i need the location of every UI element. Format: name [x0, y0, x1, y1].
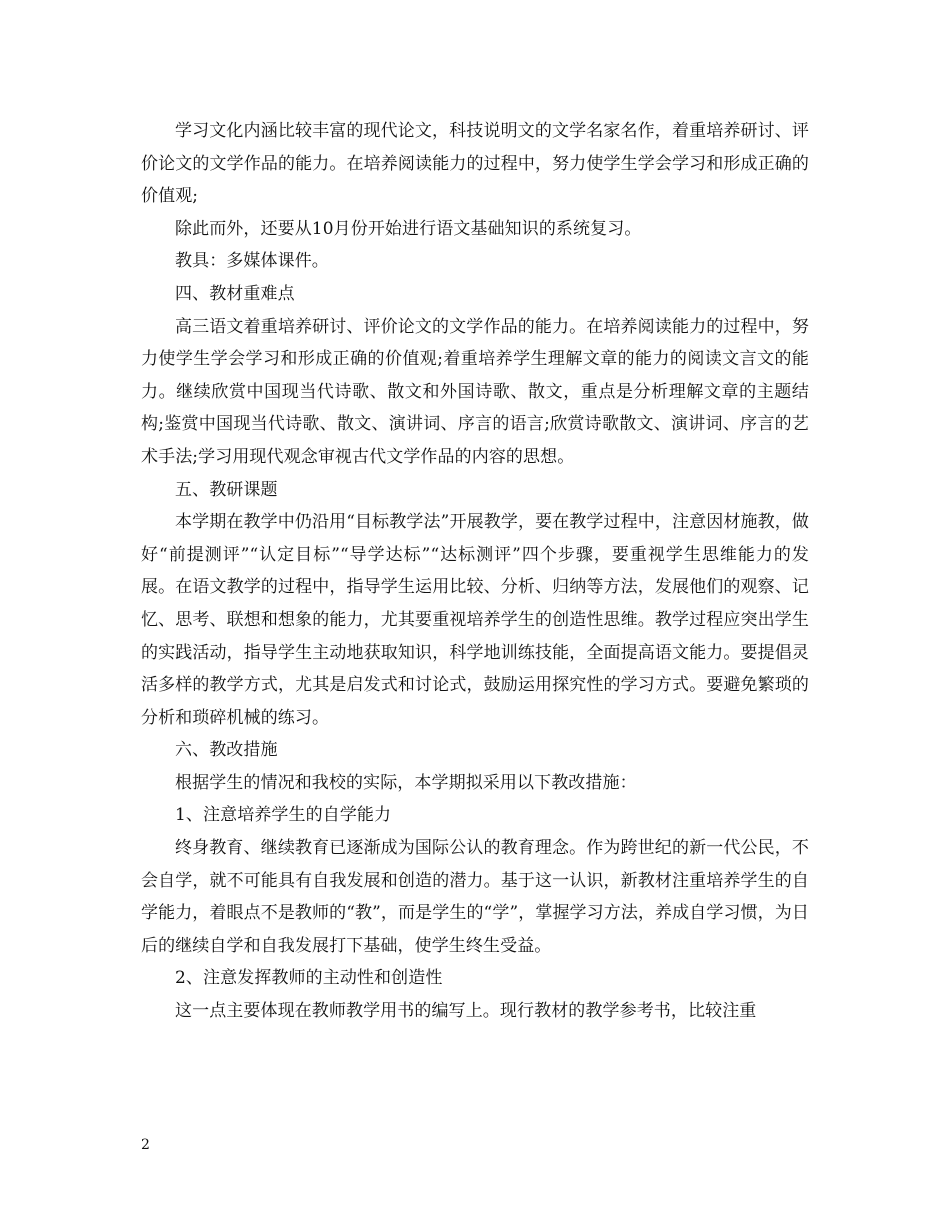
body-paragraph: 除此而外，还要从10月份开始进行语文基础知识的系统复习。	[175, 218, 642, 239]
section-heading: 五、教研课题	[175, 479, 278, 500]
body-paragraph: 学习文化内涵比较丰富的现代论文，科技说明文的文学名家名作，着重培养研讨、评价论文的文学作品的能力。在培养阅读能力的过程中，努力使学生学会学习和形成正确的价值观;	[141, 121, 809, 207]
body-paragraph: 根据学生的情况和我校的实际，本学期拟采用以下教改措施：	[175, 772, 637, 793]
body-paragraph: 这一点主要体现在教师教学用书的编写上。现行教材的教学参考书，比较注重	[175, 1001, 757, 1022]
body-paragraph: 教具：多媒体课件。	[175, 251, 329, 272]
body-paragraph: 高三语文着重培养研讨、评价论文的文学作品的能力。在培养阅读能力的过程中，努力使学生学会学习和形成正确的价值观;着重培养学生理解文章的能力的阅读文言文的能力。继续欣赏中国现当代诗歌、散文和外国诗歌、散文，重点是分析理解文章的主题结构;鉴赏中国现当代诗歌、散文、演讲词、序言的语言;欣赏诗歌散文、演讲词、序言的艺术手法;学习用现代观念审视古代文学作品的内容的思想。	[141, 316, 809, 467]
subsection-heading: 2、注意发挥教师的主动性和创造性	[175, 968, 443, 989]
page-number: 2	[141, 1137, 150, 1153]
section-heading: 六、教改措施	[175, 740, 278, 761]
body-paragraph: 终身教育、继续教育已逐渐成为国际公认的教育理念。作为跨世纪的新一代公民，不会自学，就不可能具有自我发展和创造的潜力。基于这一认识，新教材注重培养学生的自学能力，着眼点不是教师的“教”，而是学生的“学”，掌握学习方法，养成自学习惯，为日后的继续自学和自我发展打下基础，使学生终生受益。	[141, 838, 809, 956]
body-paragraph: 本学期在教学中仍沿用“目标教学法”开展教学，要在教学过程中，注意因材施教，做好“前提测评”“认定目标”“导学达标”“达标测评”四个步骤，要重视学生思维能力的发展。在语文教学的过程中，指导学生运用比较、分析、归纳等方法，发展他们的观察、记忆、思考、联想和想象的能力，尤其要重视培养学生的创造性思维。教学过程应突出学生的实践活动，指导学生主动地获取知识，科学地训练技能，全面提高语文能力。要提倡灵活多样的教学方式，尤其是启发式和讨论式，鼓励运用探究性的学习方式。要避免繁琐的分析和琐碎机械的练习。	[141, 512, 809, 728]
document-body	[141, 115, 809, 1028]
subsection-heading: 1、注意培养学生的自学能力	[175, 805, 392, 826]
section-heading: 四、教材重难点	[175, 283, 295, 304]
